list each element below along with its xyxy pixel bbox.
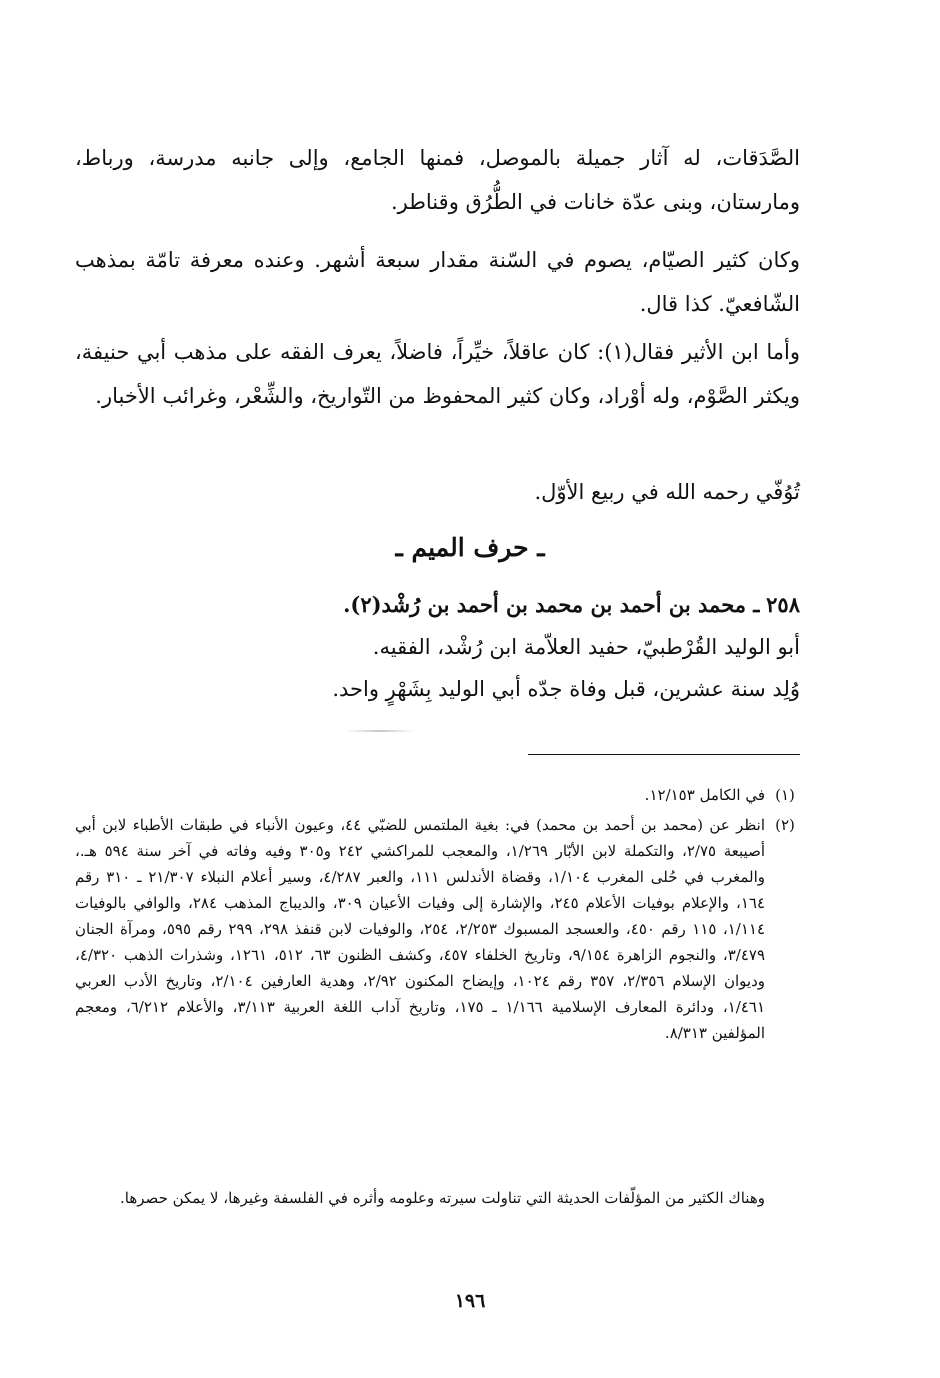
entry-title: ـ محمد بن أحمد بن محمد بن أحمد بن رُشْد(٢). bbox=[343, 592, 760, 617]
paragraph-ibn-al-athir: وأما ابن الأثير فقال(١): كان عاقلاً، خيِّراً، فاضلاً، يعرف الفقه على مذهب أبي حنيفة، ويكثر الصَّوْم، وله أوْراد، وكان كثير المحفوظ من التّواريخ، والشِّعْر، وغرائب الأخبار. bbox=[75, 340, 800, 408]
entry-title-line bbox=[75, 585, 800, 625]
footnote-2: انظر عن (محمد بن أحمد بن محمد) في: بغية الملتمس للضبّي ٤٤، وعيون الأنباء في طبقات الأطباء لابن أبي أصيبعة ٢/٧٥، والتكملة لابن الأبّار ١/٢٦٩، والمعجب للمراكشي ٢٤٢ و٣٠٥ وفيه وفاته في آخر سنة ٥٩٤ هـ.، والمغرب في حُلى المغرب ١/١٠٤، وقضاة الأندلس ١١١، والعبر ٤/٢٨٧، وسير أعلام النبلاء ٢١/٣٠٧ ـ ٣١٠ رقم ١٦٤، والإعلام بوفيات الأعلام ٢٤٥، والإشارة إلى وفيات الأعيان ٣٠٩، والديباج المذهب ٢٨٤، والوافي بالوفيات ١/١١٤، ١١٥ رقم ٤٥٠، والعسجد المسبوك ٢/٢٥٣، ٢٥٤، والوفيات لابن قنفذ ٢٩٨، ٢٩٩ رقم ٥٩٥، ومرآة الجنان ٣/٤٧٩، والنجوم الزاهرة ٩/١٥٤، وتاريخ الخلفاء ٤٥٧، وكشف الظنون ٦٣، ٥١٢، ١٢٦١، وشذرات الذهب ٤/٣٢٠، وديوان الإسلام ٢/٣٥٦، ٣٥٧ رقم ١٠٢٤، وإيضاح المكنون ٢/٩٢، وهدية العارفين ٢/١٠٤، وتاريخ الأدب العربي ١/٤٦١، ودائرة المعارف الإسلامية ١/١٦٦ ـ ١٧٥، وتاريخ آداب اللغة العربية ٣/١١٣، والأعلام ٦/٢١٢، ومعجم المؤلفين ٨/٣١٣. bbox=[75, 816, 766, 1042]
footnote-2-continuation: وهناك الكثير من المؤلّفات الحديثة التي تناولت سيرته وعلومه وأثره في الفلسفة وغيرها، لا يمكن حصرها. bbox=[120, 1189, 765, 1207]
footnote-marker-1: (١) bbox=[775, 786, 795, 804]
paragraph-charity: الصَّدَقات، له آثار جميلة بالموصل، فمنها الجامع، وإلى جانبه مدرسة، ورباط، ومارستان، وبنى عدّة خانات في الطُّرُق وقناطر. bbox=[75, 146, 800, 214]
footnote-marker-2: (٢) bbox=[775, 816, 795, 834]
entry-line-2: أبو الوليد القُرْطبيّ، حفيد العلاّمة ابن رُشْد، الفقيه. bbox=[372, 635, 800, 659]
footnote-separator bbox=[528, 754, 800, 755]
page-number: ١٩٦ bbox=[454, 1290, 486, 1312]
footnote-1: في الكامل ١٢/١٥٣. bbox=[644, 786, 765, 804]
section-heading: ـ حرف الميم ـ bbox=[395, 533, 545, 562]
paragraph-fasting: وكان كثير الصيّام، يصوم في السّنة مقدار سبعة أشهر. وعنده معرفة تامّة بمذهب الشّافعيّ. كذا قال. bbox=[75, 248, 800, 316]
entry-line-3: وُلِد سنة عشرين، قبل وفاة جدّه أبي الوليد بِشَهْرٍ واحد. bbox=[332, 677, 800, 701]
paragraph-death: تُوُفّي رحمه الله في ربيع الأوّل. bbox=[534, 480, 800, 504]
ink-smudge bbox=[345, 730, 415, 732]
entry-number: ٢٥٨ bbox=[766, 592, 800, 617]
